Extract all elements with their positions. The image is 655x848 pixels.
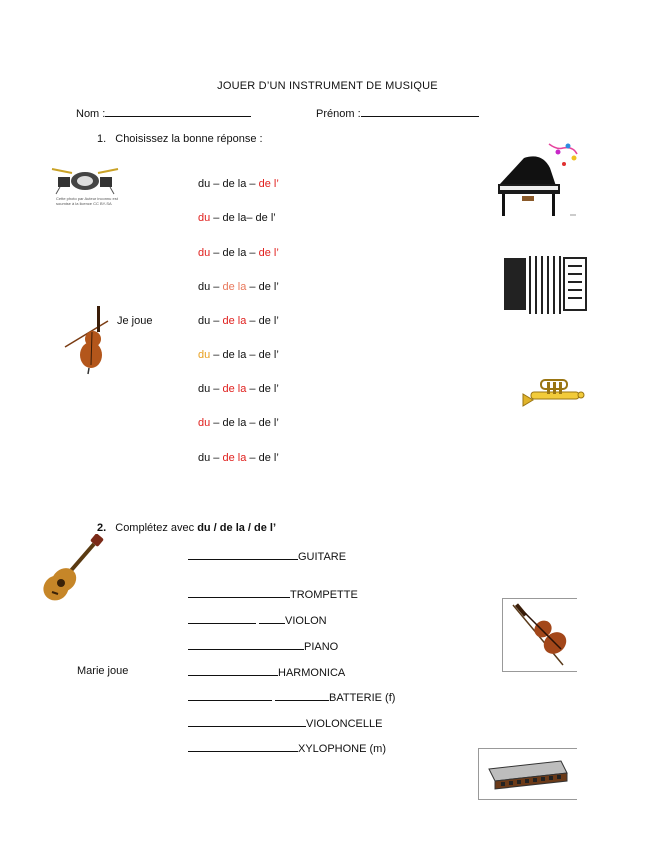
option-du[interactable]: du <box>198 315 211 327</box>
drum-kit-image <box>50 165 120 195</box>
page-title: JOUER D’UN INSTRUMENT DE MUSIQUE <box>217 80 438 92</box>
violin-image <box>503 599 577 671</box>
fill-in-row <box>188 613 327 627</box>
answer-blank[interactable] <box>188 690 272 701</box>
option-separator: – <box>210 178 223 190</box>
option-separator: – <box>210 212 223 224</box>
option-separator: – <box>210 383 223 395</box>
answer-blank[interactable] <box>259 613 285 624</box>
option-row <box>198 281 279 293</box>
fill-in-row <box>188 587 358 601</box>
option-row <box>198 315 279 327</box>
section1-heading <box>97 133 263 145</box>
option-separator: – <box>246 247 259 259</box>
option-de-la[interactable]: de la <box>222 383 247 395</box>
violin-frame <box>502 598 577 672</box>
option-separator: – <box>246 349 259 361</box>
fill-in-row <box>188 639 338 653</box>
option-separator: – <box>210 349 223 361</box>
prenom-label: Prénom : <box>316 108 361 120</box>
piano-image <box>494 138 584 222</box>
prenom-field[interactable] <box>316 106 479 120</box>
option-separator: – <box>210 281 223 293</box>
option-separator: – <box>246 281 259 293</box>
drum-photo-caption: Cette photo par Auteur inconnu est soumise à la licence CC BY-SA <box>56 196 118 206</box>
harmonica-frame <box>478 748 577 800</box>
option-du[interactable]: du <box>198 383 211 395</box>
option-de-l[interactable]: de l’ <box>258 383 279 395</box>
instrument-label: VIOLON <box>285 615 327 627</box>
option-de-l[interactable]: de l’ <box>258 281 279 293</box>
fill-in-row <box>188 549 346 563</box>
option-de-la[interactable]: de la <box>222 452 247 464</box>
answer-blank[interactable] <box>188 741 298 752</box>
instrument-label: PIANO <box>304 641 339 653</box>
option-row <box>198 212 276 224</box>
option-de-l[interactable]: de l’ <box>258 417 279 429</box>
section1-number: 1. <box>97 133 107 145</box>
harmonica-image <box>479 749 577 799</box>
option-separator: – <box>210 315 223 327</box>
guitar-image <box>42 534 108 602</box>
option-du[interactable]: du <box>198 178 211 190</box>
fill-in-row <box>188 690 395 704</box>
instrument-label: HARMONICA <box>278 667 346 679</box>
option-separator: – <box>210 247 223 259</box>
option-separator: – <box>246 417 259 429</box>
option-du[interactable]: du <box>198 349 211 361</box>
option-de-l[interactable]: de l’ <box>258 315 279 327</box>
section1-subject: Je joue <box>117 315 153 327</box>
option-row <box>198 417 279 429</box>
option-separator: – <box>246 452 259 464</box>
option-de-l[interactable]: de l’ <box>258 178 279 190</box>
prenom-blank[interactable] <box>361 106 479 117</box>
cello-image <box>62 305 112 375</box>
option-de-l[interactable]: de l’ <box>255 212 276 224</box>
option-de-la[interactable]: de la <box>222 247 247 259</box>
option-separator: – <box>246 315 259 327</box>
option-du[interactable]: du <box>198 281 211 293</box>
answer-blank[interactable] <box>188 549 298 560</box>
nom-field[interactable] <box>76 106 251 120</box>
option-row <box>198 178 279 190</box>
instrument-label: GUITARE <box>298 551 347 563</box>
trumpet-image <box>519 368 589 410</box>
section2-subject: Marie joue <box>77 665 129 677</box>
option-du[interactable]: du <box>198 212 211 224</box>
option-du[interactable]: du <box>198 452 211 464</box>
instrument-label: VIOLONCELLE <box>306 718 383 730</box>
option-separator: – <box>210 417 223 429</box>
option-row <box>198 349 279 361</box>
option-de-l[interactable]: de l’ <box>258 247 279 259</box>
option-de-la[interactable]: de la <box>222 417 247 429</box>
section2-instruction: Complétez avec <box>115 522 198 534</box>
instrument-label: BATTERIE (f) <box>329 692 396 704</box>
option-du[interactable]: du <box>198 417 211 429</box>
nom-blank[interactable] <box>105 106 251 117</box>
fill-in-row <box>188 741 386 755</box>
answer-blank[interactable] <box>188 639 304 650</box>
option-de-l[interactable]: de l’ <box>258 349 279 361</box>
option-separator: – <box>246 383 259 395</box>
option-de-l[interactable]: de l’ <box>258 452 279 464</box>
option-de-la[interactable]: de la <box>222 315 247 327</box>
option-separator: – <box>246 212 256 224</box>
section2-choices: du / de la / de l’ <box>197 522 277 534</box>
answer-blank[interactable] <box>188 587 290 598</box>
answer-blank[interactable] <box>275 690 329 701</box>
answer-blank[interactable] <box>188 716 306 727</box>
section2-number: 2. <box>97 522 107 534</box>
section1-instruction: Choisissez la bonne réponse : <box>115 133 263 145</box>
option-row <box>198 383 279 395</box>
instrument-label: XYLOPHONE (m) <box>298 743 387 755</box>
option-de-la[interactable]: de la <box>222 212 247 224</box>
option-de-la[interactable]: de la <box>222 281 247 293</box>
fill-in-row <box>188 665 345 679</box>
fill-in-row <box>188 716 382 730</box>
accordion-image <box>500 250 590 322</box>
instrument-label: TROMPETTE <box>290 589 358 601</box>
option-row <box>198 247 279 259</box>
option-de-la[interactable]: de la <box>222 349 247 361</box>
nom-label: Nom : <box>76 108 106 120</box>
answer-blank[interactable] <box>188 613 256 624</box>
option-du[interactable]: du <box>198 247 211 259</box>
answer-blank[interactable] <box>188 665 278 676</box>
option-separator: – <box>246 178 259 190</box>
section2-heading <box>97 522 276 534</box>
option-separator: – <box>210 452 223 464</box>
option-row <box>198 452 279 464</box>
option-de-la[interactable]: de la <box>222 178 247 190</box>
